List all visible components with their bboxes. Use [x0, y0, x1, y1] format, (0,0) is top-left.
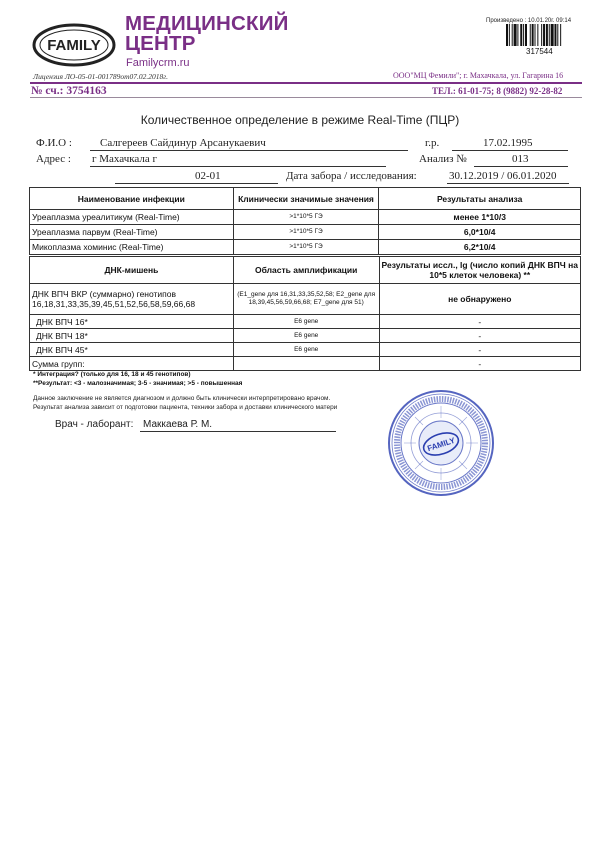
integration-note: * Интеграция? (только для 16, 18 и 45 генотипов) [33, 371, 191, 378]
infection-name: Уреаплазма уреалитикум (Real-Time) [30, 210, 234, 225]
dna-result: - [379, 357, 580, 371]
clinic-address: ООО"МЦ Фемили"; г. Махачкала, ул. Гагарина 16 [393, 71, 564, 80]
dna-result: - [379, 315, 580, 329]
address-label: Адрес : [36, 153, 71, 165]
clinical-norm: >1*10*5 ГЭ [233, 210, 379, 225]
invoice-number: № сч.: 3754163 [31, 85, 107, 97]
logo-text: FAMILY [47, 37, 101, 54]
doctor-name: Маккаева Р. М. [143, 419, 213, 430]
patient-address: г Махачкала г [92, 153, 158, 165]
clinic-website[interactable]: Familycrm.ru [126, 57, 190, 69]
infection-result: менее 1*10/3 [379, 210, 581, 225]
header-divider-thin [30, 97, 582, 98]
infection-name: Микоплазма хоминис (Real-Time) [30, 240, 234, 255]
clinic-phone: ТЕЛ.: 61-01-75; 8 (9882) 92-28-82 [432, 86, 563, 96]
header-divider [30, 82, 582, 84]
dna-result: не обнаружено [379, 284, 580, 315]
infection-result: 6,0*10/4 [379, 225, 581, 240]
dna-target-name: ДНК ВПЧ 16* [30, 315, 234, 329]
clinic-stamp [386, 388, 496, 498]
clinic-logo [32, 22, 116, 68]
amplification-region: E6 gene [233, 343, 379, 357]
dna-target-name: ДНК ВПЧ 18* [30, 329, 234, 343]
table2-header-target: ДНК-мишень [30, 257, 234, 284]
sample-code: 02-01 [195, 170, 221, 182]
clinic-name [125, 14, 289, 54]
disclaimer-line1: Данное заключение не является диагнозом и должно быть клинически интерпретировано врачом. [33, 395, 331, 402]
table-row [30, 357, 581, 371]
dates-line [447, 183, 569, 184]
dna-target-name: ДНК ВПЧ ВКР (суммарно) генотипов 16,18,31,33,35,39,45,51,52,56,58,59,66,68 [30, 284, 234, 315]
analysis-label: Анализ № [419, 153, 467, 165]
dna-target-name: ДНК ВПЧ 45* [30, 343, 234, 357]
license-text: Лицензия ЛО-05-01-001789от07.02.2018г. [33, 72, 168, 81]
clinical-norm: >1*10*5 ГЭ [233, 225, 379, 240]
table1-header-norm: Клинически значимые значения [233, 188, 379, 210]
disclaimer-line2: Результат анализа зависит от подготовки пациента, техники забора и доставки клинического матери [33, 404, 338, 411]
document-title: Количественное определение в режиме Real-Time (ПЦР) [140, 113, 460, 127]
dates-label: Дата забора / исследования: [286, 170, 417, 182]
collection-dates: 30.12.2019 / 06.01.2020 [449, 170, 557, 182]
table-row [30, 343, 581, 357]
table-row [30, 315, 581, 329]
clinical-norm: >1*10*5 ГЭ [233, 240, 379, 255]
sample-code-line [115, 183, 278, 184]
barcode [506, 24, 580, 46]
table1-header-infection: Наименование инфекции [30, 188, 234, 210]
patient-name-line [90, 150, 408, 151]
infection-name: Уреаплазма парвум (Real-Time) [30, 225, 234, 240]
dna-target-name: Сумма групп: [30, 357, 234, 371]
birth-label: г.р. [425, 137, 440, 149]
infection-result: 6,2*10/4 [379, 240, 581, 255]
doctor-signature-line [140, 431, 336, 432]
table-row [30, 240, 581, 255]
dna-result: - [379, 343, 580, 357]
address-line [90, 166, 386, 167]
dna-result: - [379, 329, 580, 343]
analysis-line [474, 166, 568, 167]
stamp-center-text: FAMILY [426, 435, 457, 454]
amplification-region: (E1_gene для 16,31,33,35,52,58; E2_gene для 18,39,45,56,59,66,68; E7_gene для 51) [233, 284, 379, 315]
patient-name: Салгереев Сайдинур Арсанукаевич [100, 137, 266, 149]
table-row [30, 329, 581, 343]
birth-date-line [452, 150, 568, 151]
barcode-number: 317544 [526, 47, 553, 56]
result-scale-note: **Результат: <3 - малозначимая; 3-5 - значимая; >5 - повышенная [33, 380, 243, 387]
amplification-region: E6 gene [233, 329, 379, 343]
table-row [30, 225, 581, 240]
infection-results-table [29, 187, 581, 255]
table-row [30, 210, 581, 225]
doctor-label: Врач - лаборант: [55, 419, 134, 430]
clinic-name-line2: ЦЕНТР [125, 32, 196, 55]
amplification-region [233, 357, 379, 371]
birth-date: 17.02.1995 [483, 137, 533, 149]
analysis-number: 013 [512, 153, 529, 165]
table1-header-result: Результаты анализа [379, 188, 581, 210]
clinic-name-line1: МЕДИЦИНСКИЙ [125, 12, 289, 35]
fio-label: Ф.И.О : [36, 137, 72, 149]
table-row [30, 284, 581, 315]
hpv-results-table [29, 256, 581, 371]
table2-header-region: Область амплификации [233, 257, 379, 284]
print-date: Произведено : 10.01.20г. 09:14 [486, 18, 572, 24]
table2-header-result: Результаты иссл., lg (число копий ДНК ВПЧ на 10*5 клеток человека) ** [379, 257, 580, 284]
amplification-region: E6 gene [233, 315, 379, 329]
